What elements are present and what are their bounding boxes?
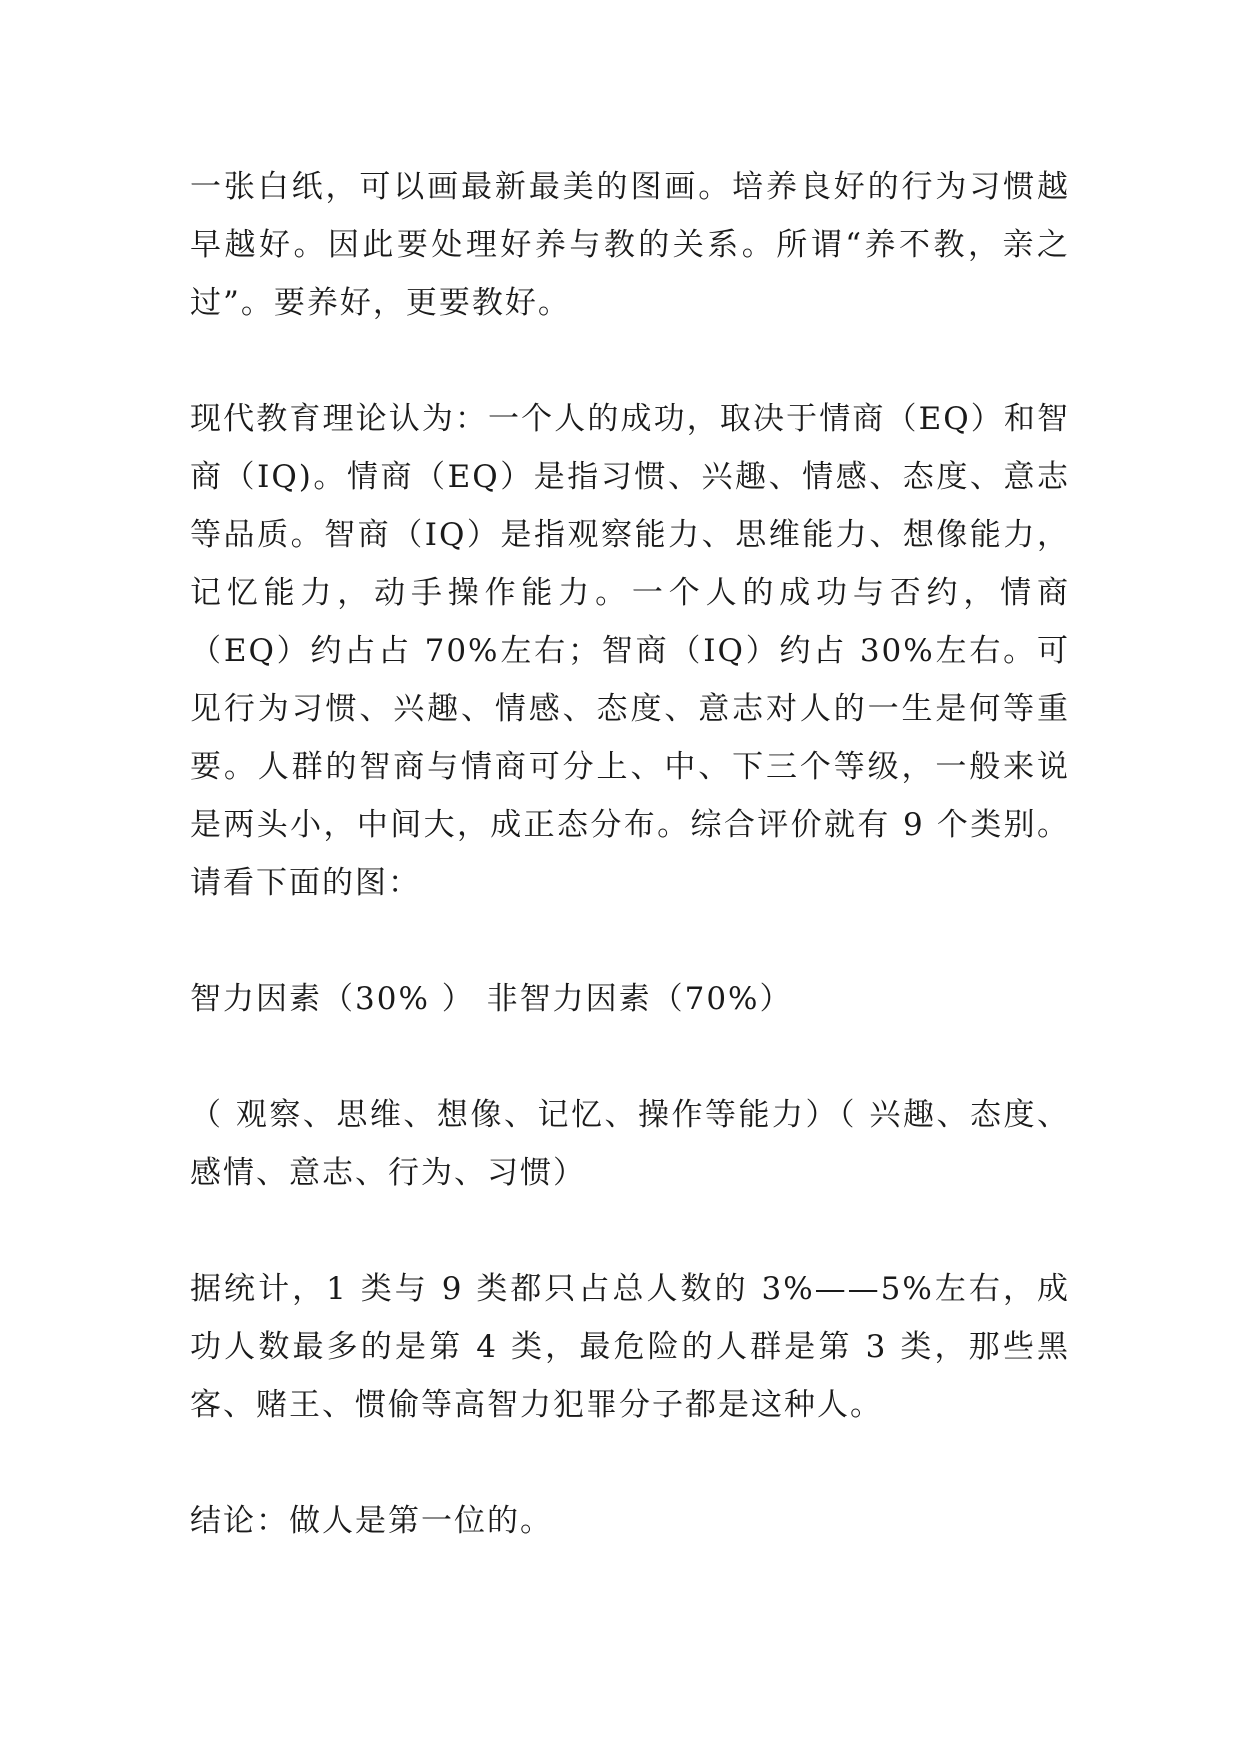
document-body [190,158,1070,1550]
paragraph-conclusion: 结论：做人是第一位的。 [190,1503,553,1539]
paragraph-eq-iq-theory: 现代教育理论认为：一个人的成功，取决于情商（EQ）和智商（IQ)。情商（EQ）是指习惯、兴趣、情感、态度、意志等品质。智商（IQ）是指观察能力、思维能力、想像能力，记忆能力，动手操作能力。一个人的成功与否约，情商（EQ）约占占 70%左右；智商（IQ）约占 30%左右。可见行为习惯、兴趣、情感、态度、意志对人的一生是何等重要。人群的智商与情商可分上、中、下三个等级，一般来说是两头小，中间大，成正态分布。综合评价就有 9 个类别。请看下面的图： [190,401,1070,901]
paragraph-upbringing: 一张白纸，可以画最新最美的图画。培养良好的行为习惯越早越好。因此要处理好养与教的关系。所谓“养不教，亲之过”。要养好，更要教好。 [190,169,1070,321]
paragraph-statistics: 据统计，1 类与 9 类都只占总人数的 3%——5%左右，成功人数最多的是第 4 类，最危险的人群是第 3 类，那些黑客、赌王、惯偷等高智力犯罪分子都是这种人。 [190,1271,1070,1423]
paragraph-factor-details: （ 观察、思维、想像、记忆、操作等能力）（ 兴趣、态度、感情、意志、行为、习惯） [190,1097,1070,1191]
paragraph-factor-heading: 智力因素（30% ） 非智力因素（70%） [190,981,793,1017]
